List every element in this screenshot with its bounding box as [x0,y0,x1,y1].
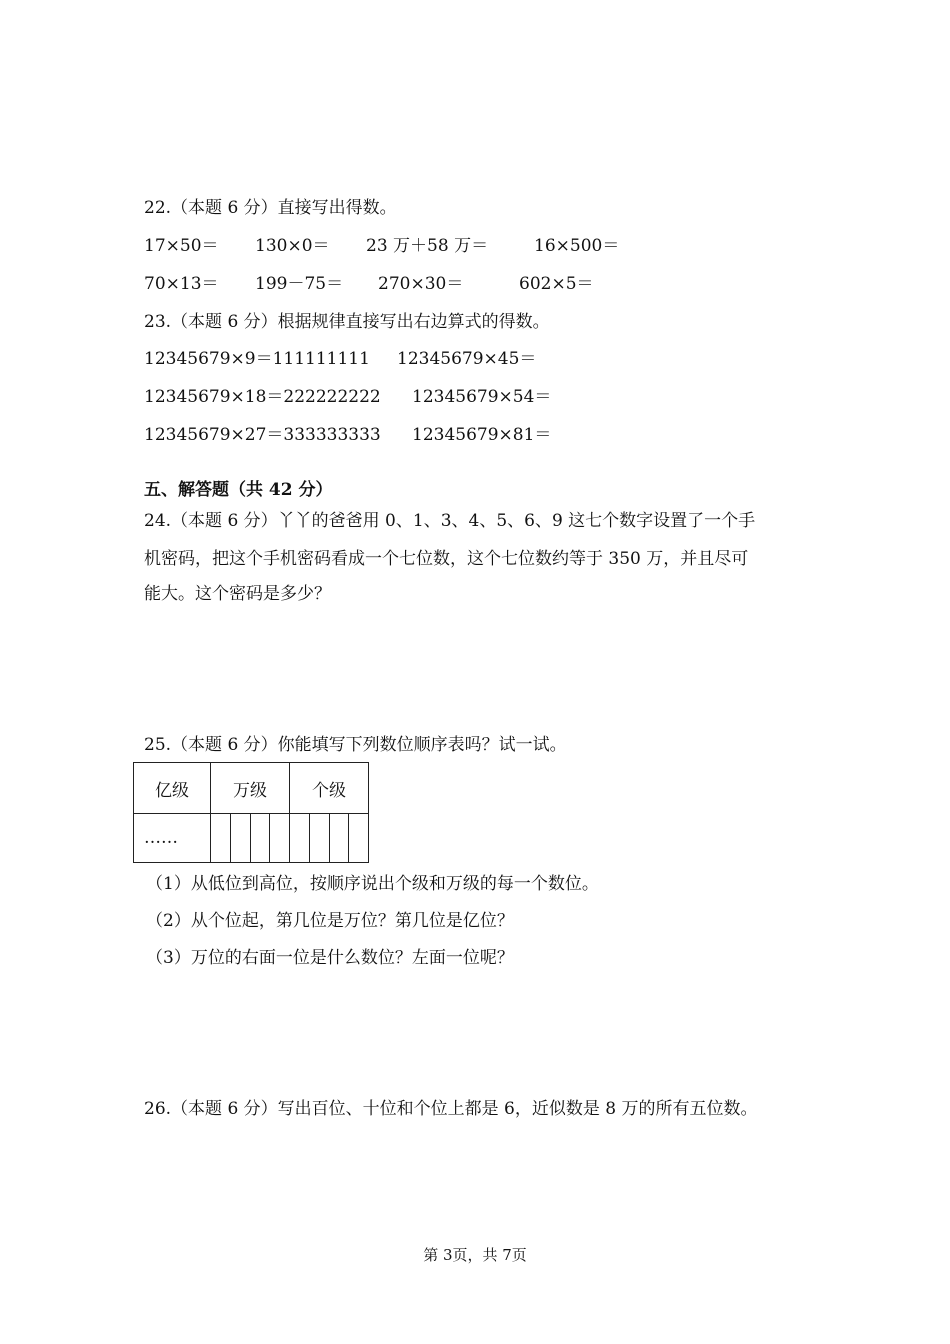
table-cell-ellipsis: …… [134,814,211,863]
header-yi-level: 亿级 [134,763,211,814]
table-cell-blank[interactable] [270,814,290,863]
q25-sub: （2）从个位起，第几位是万位？第几位是亿位？ [146,911,514,931]
table-cell-blank[interactable] [349,814,369,863]
q26-title: 26.（本题 6 分）写出百位、十位和个位上都是 6，近似数是 8 万的所有五位数。 [144,1099,758,1119]
table-cell-blank[interactable] [309,814,329,863]
table-cell-blank[interactable] [290,814,310,863]
q22-expr: 16×500＝ [534,236,620,256]
q24-line: 能大。这个密码是多少？ [144,584,331,604]
q22-expr: 602×5＝ [519,274,594,294]
q24-line: 机密码，把这个手机密码看成一个七位数，这个七位数约等于 350 万，并且尽可 [144,549,749,569]
q22-expr: 270×30＝ [378,274,464,294]
q25-sub: （1）从低位到高位，按顺序说出个级和万级的每一个数位。 [146,874,599,894]
q23-expr: 12345679×81＝ [412,425,552,445]
q23-expr: 12345679×45＝ [397,349,537,369]
q22-title: 22.（本题 6 分）直接写出得数。 [144,198,397,218]
q23-title: 23.（本题 6 分）根据规律直接写出右边算式的得数。 [144,312,550,332]
table-cell-blank[interactable] [329,814,349,863]
q25-title: 25.（本题 6 分）你能填写下列数位顺序表吗？试一试。 [144,735,567,755]
page-footer: 第 3页，共 7页 [423,1246,527,1264]
q23-expr: 12345679×18＝222222222 [144,387,381,407]
q24-line: 24.（本题 6 分）丫丫的爸爸用 0、1、3、4、5、6、9 这七个数字设置了一个手 [144,511,756,531]
q22-expr: 199－75＝ [255,274,344,294]
table-cell-blank[interactable] [211,814,231,863]
section-title: 五、解答题（共 42 分） [144,480,333,500]
q22-expr: 130×0＝ [255,236,330,256]
q22-expr: 23 万＋58 万＝ [366,236,489,256]
header-wan-level: 万级 [211,763,290,814]
header-ge-level: 个级 [290,763,369,814]
table-cell-blank[interactable] [230,814,250,863]
q22-expr: 17×50＝ [144,236,219,256]
q25-sub: （3）万位的右面一位是什么数位？左面一位呢？ [146,948,514,968]
q23-expr: 12345679×54＝ [412,387,552,407]
place-value-table [133,762,369,863]
table-cell-blank[interactable] [250,814,270,863]
q23-expr: 12345679×27＝333333333 [144,425,381,445]
q23-expr: 12345679×9＝111111111 [144,349,370,369]
q22-expr: 70×13＝ [144,274,219,294]
